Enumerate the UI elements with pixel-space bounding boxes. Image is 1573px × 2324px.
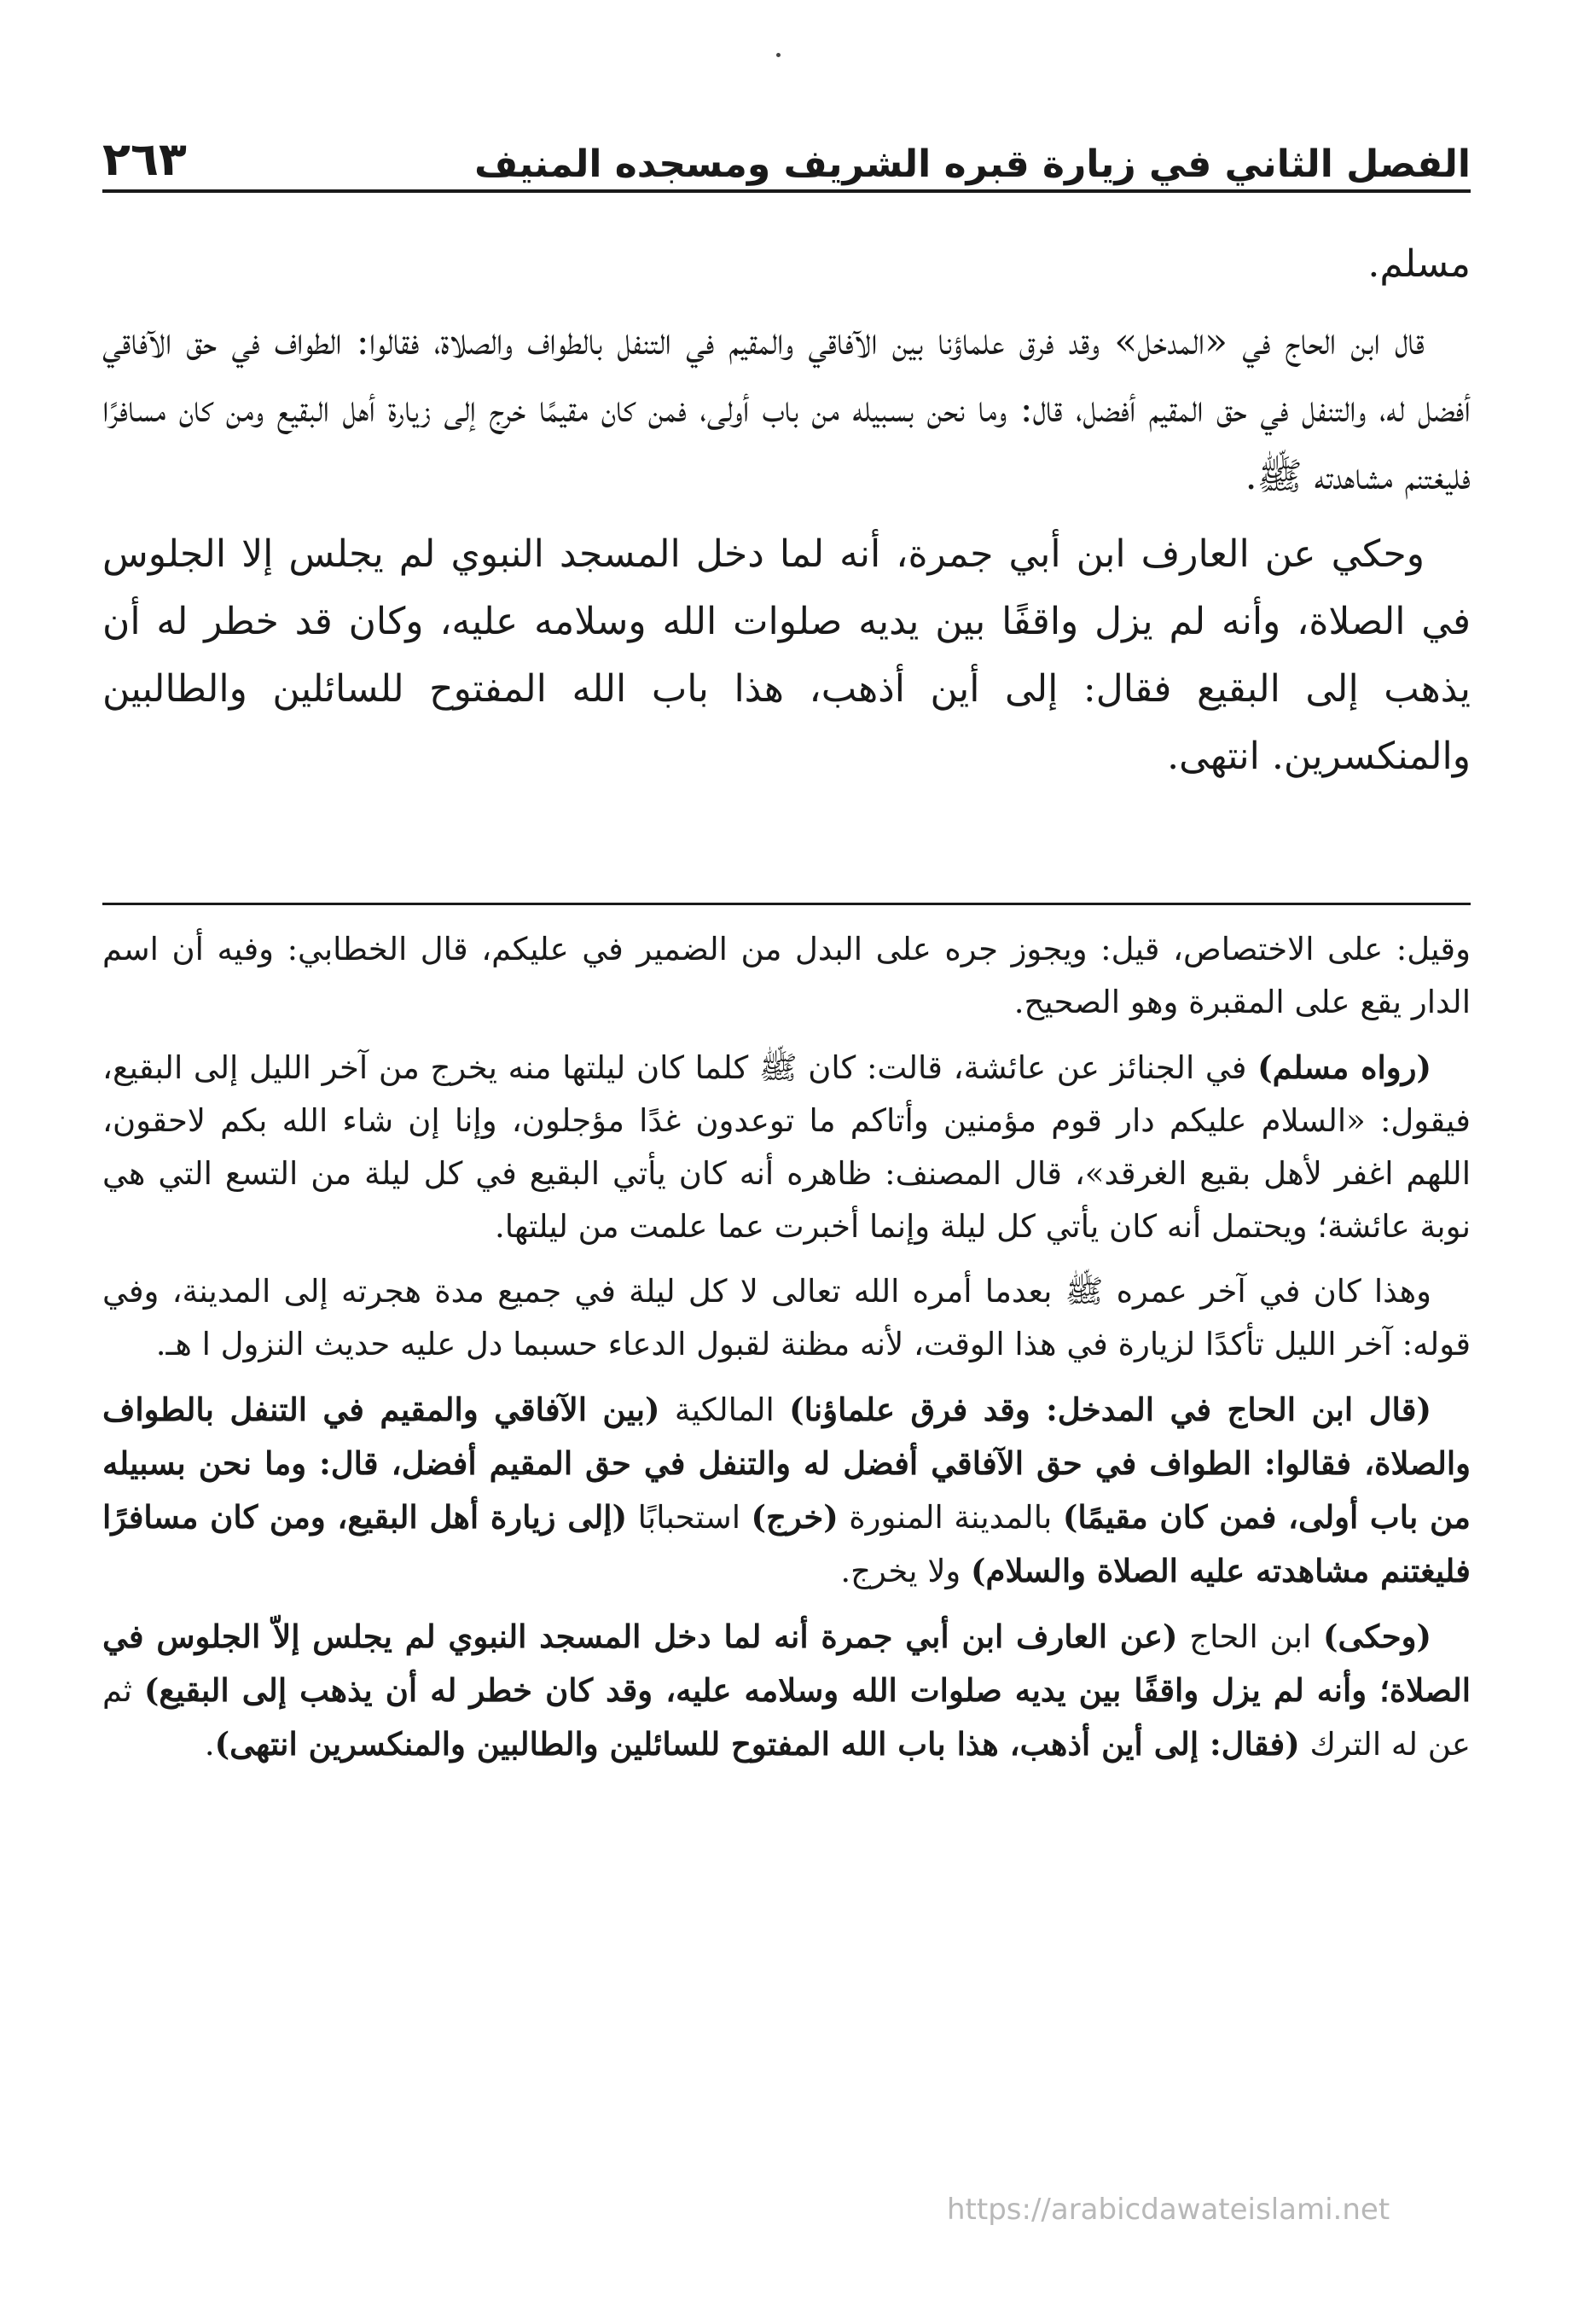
commentary-span: في الجنائز عن عائشة، قالت: كان ﷺ كلما كان ليلتها منه يخرج من آخر الليل إلى البقيع، فيقول: «السلام عليكم دار قوم مؤمنين وأتاكم ما توعدون غدًا مؤجلون، وإنا إن شاء الله بكم لاحقون، اللهم اغفر لأهل بقيع الغرقد»، قال المصنف: ظاهره أنه كان يأتي البقيع في كل ليلة من التسع التي هي نوبة عائشة؛ ويحتمل أنه كان يأتي كل ليلة وإنما أخبرت عما علمت من ليلتها. (102, 1049, 1471, 1245)
commentary-span: بالمدينة المنورة (838, 1499, 1063, 1536)
page-header (102, 118, 1471, 186)
main-paragraph: مسلم. (1367, 242, 1471, 286)
commentary-paragraph (102, 1610, 1471, 1771)
commentary-text (102, 923, 1471, 1783)
bold-quote: (قال ابن الحاج في المدخل: وقد فرق علماؤنا) (789, 1391, 1431, 1428)
commentary-span: . (204, 1726, 215, 1763)
commentary-separator (102, 903, 1471, 905)
header-rule (102, 189, 1471, 193)
commentary-span: المالكية (659, 1391, 790, 1428)
bold-quote: (فقال: إلى أين أذهب، هذا باب الله المفتوح للسائلين والطالبين والمنكسرين انتهى) (214, 1725, 1300, 1763)
commentary-paragraph: وقيل: على الاختصاص، قيل: ويجوز جره على البدل من الضمير في عليكم، قال الخطابي: وفيه أن اسم الدار يقع على المقبرة وهو الصحيح. (102, 931, 1471, 1020)
commentary-span: ثم عن له الترك (102, 1672, 1471, 1763)
bold-quote: (إلى زيارة أهل البقيع، ومن كان مسافرًا فليغتنم مشاهدته عليه الصلاة والسلام) (102, 1498, 1471, 1589)
main-text (102, 230, 1471, 790)
main-paragraph: وحكي عن العارف ابن أبي جمرة، أنه لما دخل المسجد النبوي لم يجلس إلا الجلوس في الصلاة، وأنه لم يزل واقفًا بين يديه صلوات الله وسلامه عليه، وكان قد خطر له أن يذهب إلى البقيع فقال: إلى أين أذهب، هذا باب الله المفتوح للسائلين والطالبين والمنكسرين. انتهى. (102, 532, 1471, 778)
commentary-paragraph: وهذا كان في آخر عمره ﷺ بعدما أمره الله تعالى لا كل ليلة في جميع مدة هجرته إلى المدينة، وفي قوله: آخر الليل تأكدًا لزيارة في هذا الوقت، لأنه مظنة لقبول الدعاء حسبما دل عليه حديث النزول ا هـ. (102, 1273, 1471, 1362)
bold-quote: (عن العارف ابن أبي جمرة أنه لما دخل المسجد النبوي لم يجلس إلاّ الجلوس في الصلاة؛ وأنه لم يزل واقفًا بين يديه صلوات الله وسلامه عليه، وقد كان خطر له أن يذهب إلى البقيع) (102, 1618, 1471, 1709)
watermark-url: https://arabicdawateislami.net (947, 2193, 1390, 2227)
main-paragraph: قال ابن الحاج في «المدخل» وقد فرق علماؤنا بين الآفاقي والمقيم في التنفل بالطواف والصلاة، فقالوا: الطواف في حق الآفاقي أفضل له، والتنفل في حق المقيم أفضل، قال: وما نحن بسبيله من باب أولى، فمن كان مقيمًا خرج إلى زيارة أهل البقيع ومن كان مسافرًا فليغتنم مشاهدته ﷺ. (102, 320, 1471, 498)
bold-quote: (خرج) (751, 1498, 839, 1536)
commentary-paragraph (102, 1383, 1471, 1598)
commentary-span: ولا يخرج. (840, 1553, 972, 1589)
bold-quote: (بين الآفاقي والمقيم في التنفل بالطواف والصلاة، فقالوا: الطواف في حق الآفاقي أفضل له والتنفل في حق المقيم أفضل، قال: وما نحن بسبيله من باب أولى، فمن كان مقيمًا) (102, 1391, 1471, 1536)
commentary-span: استحبابًا (627, 1499, 752, 1536)
page-number: ٢٦٣ (102, 132, 187, 186)
bold-quote: (وحكى) (1322, 1618, 1431, 1655)
scan-speck (776, 53, 781, 57)
bold-quote: (رواه مسلم) (1257, 1049, 1431, 1086)
running-title: الفصل الثاني في زيارة قبره الشريف ومسجده المنيف (474, 142, 1471, 186)
commentary-paragraph (102, 1041, 1471, 1253)
commentary-span: ابن الحاج (1177, 1618, 1323, 1655)
